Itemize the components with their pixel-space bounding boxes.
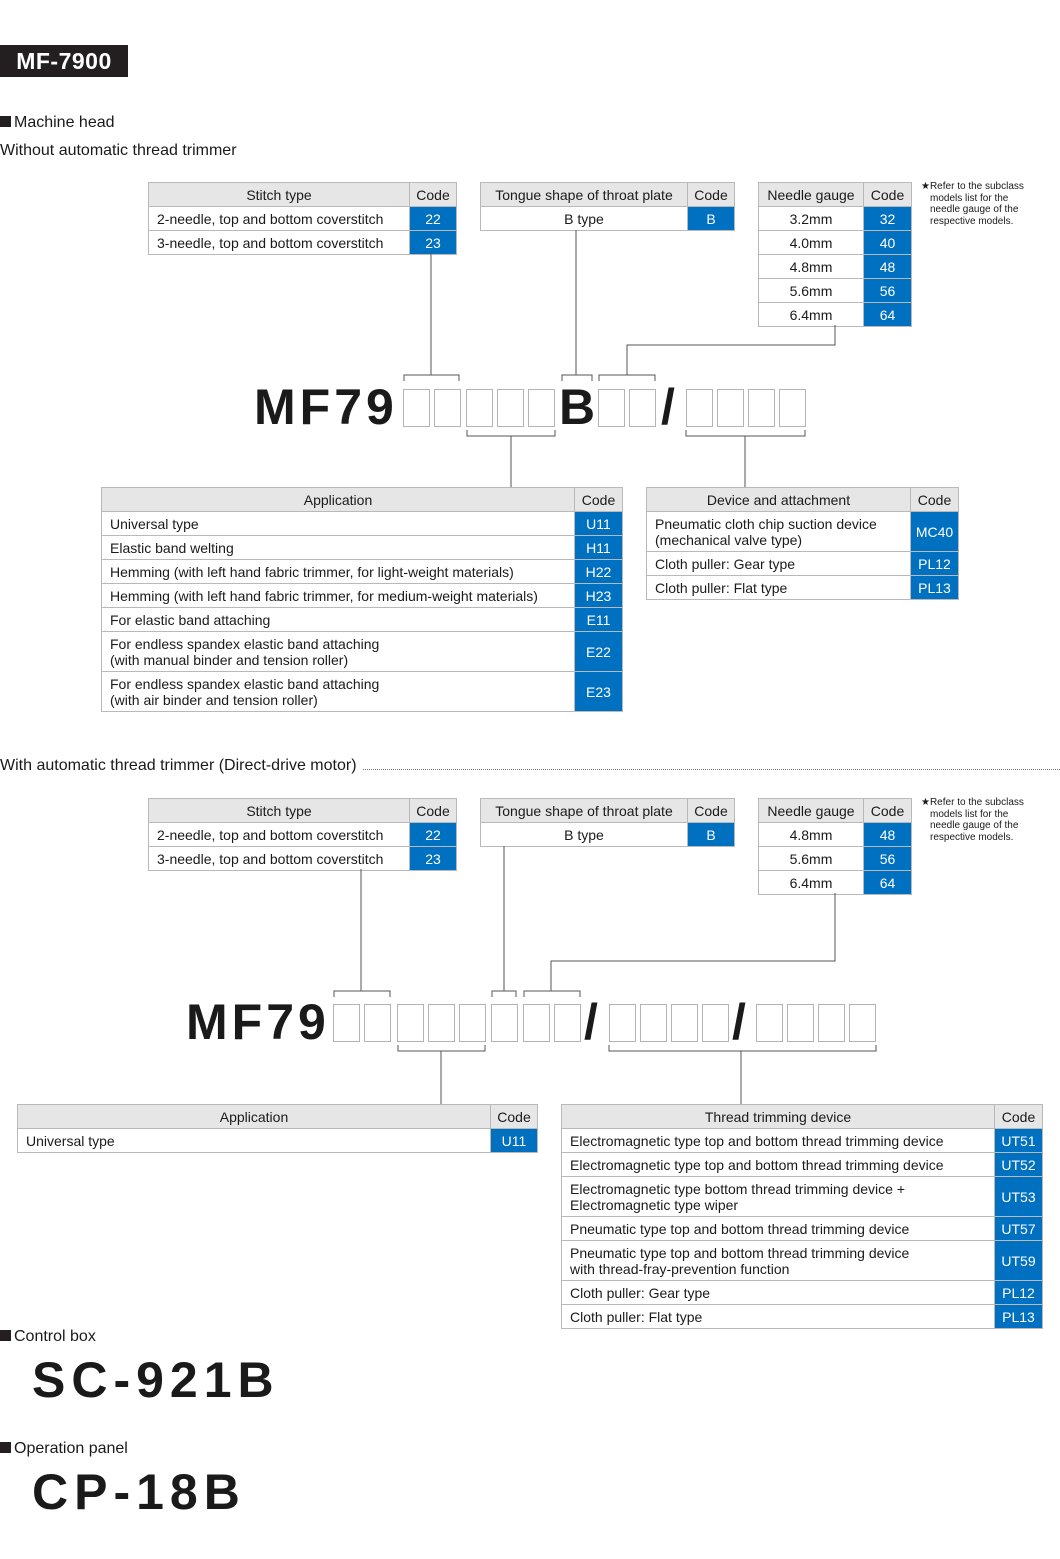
table-header: Thread trimming device bbox=[562, 1105, 995, 1129]
table-header-code: Code bbox=[410, 799, 457, 823]
table-header: Application bbox=[102, 488, 575, 512]
section-title: Operation panel bbox=[14, 1440, 128, 1457]
row-label: 6.4mm bbox=[759, 871, 864, 895]
operation-panel-model: CP-18B bbox=[32, 1464, 246, 1520]
row-code: B bbox=[688, 823, 735, 847]
row-code: U11 bbox=[491, 1129, 538, 1153]
square-bullet-icon bbox=[0, 1442, 11, 1453]
row-label: 2-needle, top and bottom coverstitch bbox=[149, 207, 410, 231]
table-header: Needle gauge bbox=[759, 183, 864, 207]
series-badge: MF-7900 bbox=[0, 45, 128, 77]
row-code: H23 bbox=[575, 584, 623, 608]
table-header: Stitch type bbox=[149, 799, 410, 823]
row-code: 56 bbox=[864, 279, 912, 303]
square-bullet-icon bbox=[0, 1330, 11, 1341]
table-header-code: Code bbox=[995, 1105, 1043, 1129]
model-slash: / bbox=[584, 994, 598, 1050]
row-code: E22 bbox=[575, 632, 623, 672]
table-header-code: Code bbox=[864, 183, 912, 207]
table-header: Tongue shape of throat plate bbox=[481, 183, 688, 207]
row-label: 4.8mm bbox=[759, 823, 864, 847]
table-header: Stitch type bbox=[149, 183, 410, 207]
table-header-code: Code bbox=[410, 183, 457, 207]
row-code: UT52 bbox=[995, 1153, 1043, 1177]
row-code: U11 bbox=[575, 512, 623, 536]
row-code: PL13 bbox=[911, 576, 959, 600]
row-code: H22 bbox=[575, 560, 623, 584]
table-header: Device and attachment bbox=[647, 488, 911, 512]
row-label: 5.6mm bbox=[759, 279, 864, 303]
subtitle-with-trimmer: With automatic thread trimmer (Direct-drive motor) bbox=[0, 757, 363, 775]
row-label-line: (with manual binder and tension roller) bbox=[110, 651, 349, 668]
row-label-line: For endless spandex elastic band attaching bbox=[110, 635, 380, 652]
row-label: 2-needle, top and bottom coverstitch bbox=[149, 823, 410, 847]
note-line: respective models. bbox=[930, 215, 1014, 227]
row-label-line: Pneumatic cloth chip suction device bbox=[655, 515, 877, 532]
row-code: 56 bbox=[864, 847, 912, 871]
section-operation-panel bbox=[0, 1440, 128, 1458]
row-label: Cloth puller: Gear type bbox=[562, 1281, 995, 1305]
table-header-code: Code bbox=[491, 1105, 538, 1129]
row-code: 22 bbox=[410, 207, 457, 231]
row-label: 5.6mm bbox=[759, 847, 864, 871]
row-label: Electromagnetic type top and bottom thread trimming device bbox=[562, 1153, 995, 1177]
row-label: 3-needle, top and bottom coverstitch bbox=[149, 847, 410, 871]
row-code: 64 bbox=[864, 303, 912, 327]
section-title: Machine head bbox=[14, 114, 115, 131]
table-header: Application bbox=[18, 1105, 491, 1129]
row-code: UT57 bbox=[995, 1217, 1043, 1241]
row-label: Electromagnetic type top and bottom thread trimming device bbox=[562, 1129, 995, 1153]
row-code: PL12 bbox=[995, 1281, 1043, 1305]
row-label-line: with thread-fray-prevention function bbox=[570, 1260, 790, 1277]
table-header: Needle gauge bbox=[759, 799, 864, 823]
note-line: ★Refer to the subclass bbox=[921, 181, 1024, 192]
row-label: B type bbox=[481, 207, 688, 231]
table-header-code: Code bbox=[911, 488, 959, 512]
row-label: Hemming (with left hand fabric trimmer, for light-weight materials) bbox=[102, 560, 575, 584]
section-control-box bbox=[0, 1328, 96, 1346]
row-label-line: Electromagnetic type bottom thread trimming device + bbox=[570, 1180, 905, 1197]
model-b-letter: B bbox=[559, 379, 600, 435]
note-line: needle gauge of the bbox=[930, 204, 1019, 215]
model-slash: / bbox=[661, 379, 675, 435]
row-label: 3-needle, top and bottom coverstitch bbox=[149, 231, 410, 255]
row-label: Hemming (with left hand fabric trimmer, for medium-weight materials) bbox=[102, 584, 575, 608]
note-line: models list for the bbox=[930, 192, 1009, 204]
row-label-line: For endless spandex elastic band attaching bbox=[110, 675, 380, 692]
row-code: PL13 bbox=[995, 1305, 1043, 1329]
row-label: 3.2mm bbox=[759, 207, 864, 231]
row-code: 23 bbox=[410, 847, 457, 871]
row-label: B type bbox=[481, 823, 688, 847]
row-code: H11 bbox=[575, 536, 623, 560]
row-code: E11 bbox=[575, 608, 623, 632]
table-header-code: Code bbox=[864, 799, 912, 823]
row-code: PL12 bbox=[911, 552, 959, 576]
row-code: 23 bbox=[410, 231, 457, 255]
row-label: Universal type bbox=[18, 1129, 491, 1153]
row-label: For elastic band attaching bbox=[102, 608, 575, 632]
row-label: Elastic band welting bbox=[102, 536, 575, 560]
row-code: 64 bbox=[864, 871, 912, 895]
row-code: 40 bbox=[864, 231, 912, 255]
row-label: Universal type bbox=[102, 512, 575, 536]
section-title: Control box bbox=[14, 1328, 96, 1345]
row-code: 48 bbox=[864, 255, 912, 279]
table-header-code: Code bbox=[575, 488, 623, 512]
note-line: models list for the bbox=[930, 808, 1009, 820]
model-prefix: MF79 bbox=[186, 994, 330, 1050]
row-label: 4.0mm bbox=[759, 231, 864, 255]
row-label: Cloth puller: Gear type bbox=[647, 552, 911, 576]
row-label-line: Pneumatic type top and bottom thread trimming device bbox=[570, 1244, 910, 1261]
row-code: MC40 bbox=[911, 512, 959, 552]
control-box-model: SC-921B bbox=[32, 1352, 280, 1408]
row-code: 22 bbox=[410, 823, 457, 847]
row-label: Cloth puller: Flat type bbox=[647, 576, 911, 600]
table-header-code: Code bbox=[688, 799, 735, 823]
model-slash: / bbox=[732, 994, 746, 1050]
note-line: ★Refer to the subclass bbox=[921, 797, 1024, 808]
row-code: 48 bbox=[864, 823, 912, 847]
note-line: respective models. bbox=[930, 831, 1014, 843]
row-label-line: Electromagnetic type wiper bbox=[570, 1196, 739, 1213]
row-label-line: (with air binder and tension roller) bbox=[110, 691, 318, 708]
row-label: Cloth puller: Flat type bbox=[562, 1305, 995, 1329]
row-code: B bbox=[688, 207, 735, 231]
table-header-code: Code bbox=[688, 183, 735, 207]
row-code: UT53 bbox=[995, 1177, 1043, 1217]
subtitle-without-trimmer: Without automatic thread trimmer bbox=[0, 142, 237, 159]
row-label-line: (mechanical valve type) bbox=[655, 531, 803, 548]
row-label: 6.4mm bbox=[759, 303, 864, 327]
row-label: Pneumatic type top and bottom thread trimming device bbox=[562, 1217, 995, 1241]
row-label: 4.8mm bbox=[759, 255, 864, 279]
table-header: Tongue shape of throat plate bbox=[481, 799, 688, 823]
note-line: needle gauge of the bbox=[930, 820, 1019, 831]
row-code: E23 bbox=[575, 672, 623, 712]
model-prefix: MF79 bbox=[254, 379, 398, 435]
row-code: UT59 bbox=[995, 1241, 1043, 1281]
row-code: 32 bbox=[864, 207, 912, 231]
row-code: UT51 bbox=[995, 1129, 1043, 1153]
